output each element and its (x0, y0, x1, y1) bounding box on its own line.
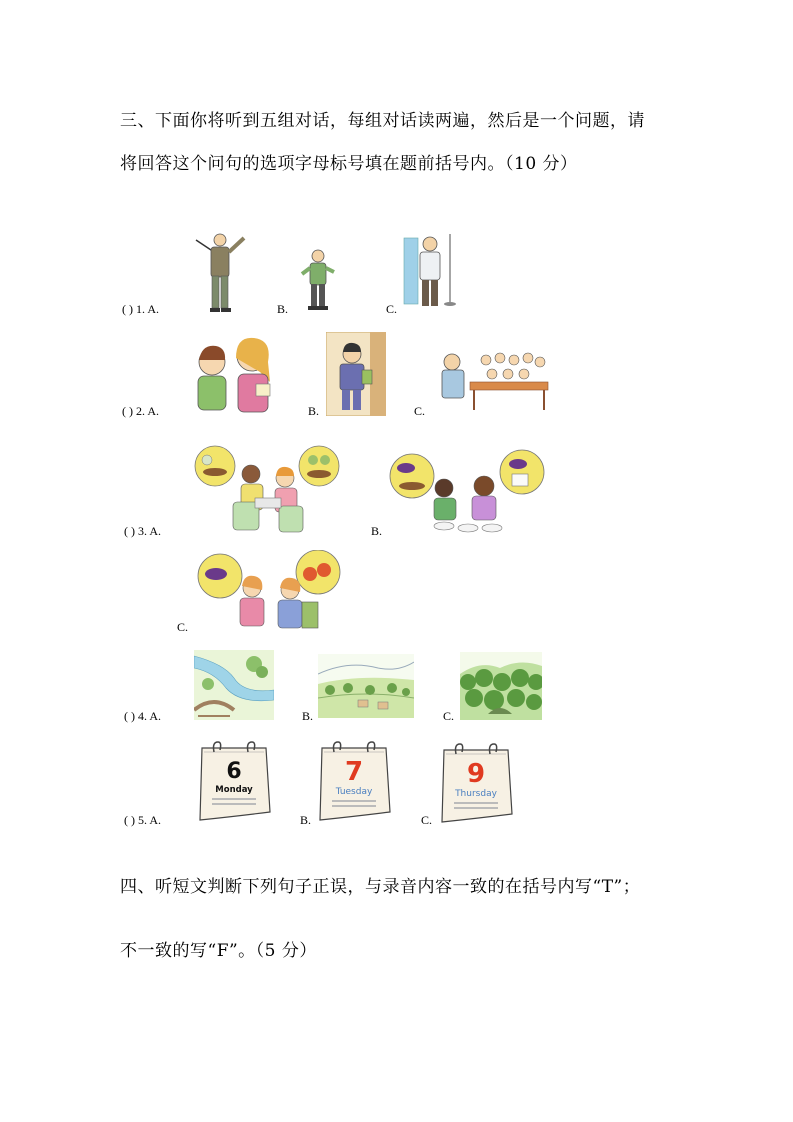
question-5-option-c-label: C. (421, 813, 433, 827)
question-2-option-c-label: C. (414, 404, 426, 418)
question-3-option-b-label: B. (371, 524, 383, 538)
question-4-option-c-label: C. (443, 709, 455, 723)
calendar-b-day: 7 (344, 757, 364, 787)
calendar-page-b (318, 738, 392, 824)
two-girls-talking-picture (190, 332, 282, 414)
calendar-c-weekday: Thursday (455, 789, 497, 799)
section4-instruction-line1: 四、听短文判断下列句子正误，与录音内容一致的在括号内写“T”； (120, 877, 641, 897)
man-in-office-picture (326, 332, 386, 416)
man-waving-picture (298, 246, 338, 312)
kids-eating-picture-a (193, 442, 343, 534)
section3-instruction-line2: 将回答这个问句的选项字母标号填在题前括号内。（10 分） (120, 154, 578, 174)
village-fields-picture (318, 654, 414, 718)
question-1-number: ( ) 1. A. (122, 302, 159, 316)
teacher-pointing-picture (190, 226, 250, 314)
calendar-c-day: 9 (466, 759, 486, 789)
question-1-option-b-label: B. (277, 302, 289, 316)
question-4-number: ( ) 4. A. (124, 709, 161, 723)
question-3-number: ( ) 3. A. (124, 524, 161, 538)
question-1-option-c-label: C. (386, 302, 398, 316)
forest-hills-picture (460, 652, 542, 720)
question-5-option-b-label: B. (300, 813, 312, 827)
question-5-number: ( ) 5. A. (124, 813, 161, 827)
calendar-page-c (440, 740, 514, 826)
river-bridge-picture (194, 650, 274, 720)
calendar-a-day: 6 (226, 759, 242, 784)
calendar-page-a (198, 738, 272, 824)
shopping-picture-c (196, 550, 342, 632)
question-2-option-b-label: B. (308, 404, 320, 418)
calendar-a-weekday: Monday (215, 785, 253, 795)
calendar-b-weekday: Tuesday (335, 787, 373, 797)
kids-eating-picture-b (388, 446, 548, 536)
question-3-option-c-label: C. (177, 620, 189, 634)
man-with-water-picture (402, 230, 462, 312)
classroom-picture (430, 346, 550, 412)
section4-instruction-line2: 不一致的写“F”。（5 分） (120, 941, 317, 961)
question-2-number: ( ) 2. A. (122, 404, 159, 418)
section3-instruction-line1: 三、下面你将听到五组对话，每组对话读两遍，然后是一个问题，请 (120, 111, 645, 131)
question-4-option-b-label: B. (302, 709, 314, 723)
